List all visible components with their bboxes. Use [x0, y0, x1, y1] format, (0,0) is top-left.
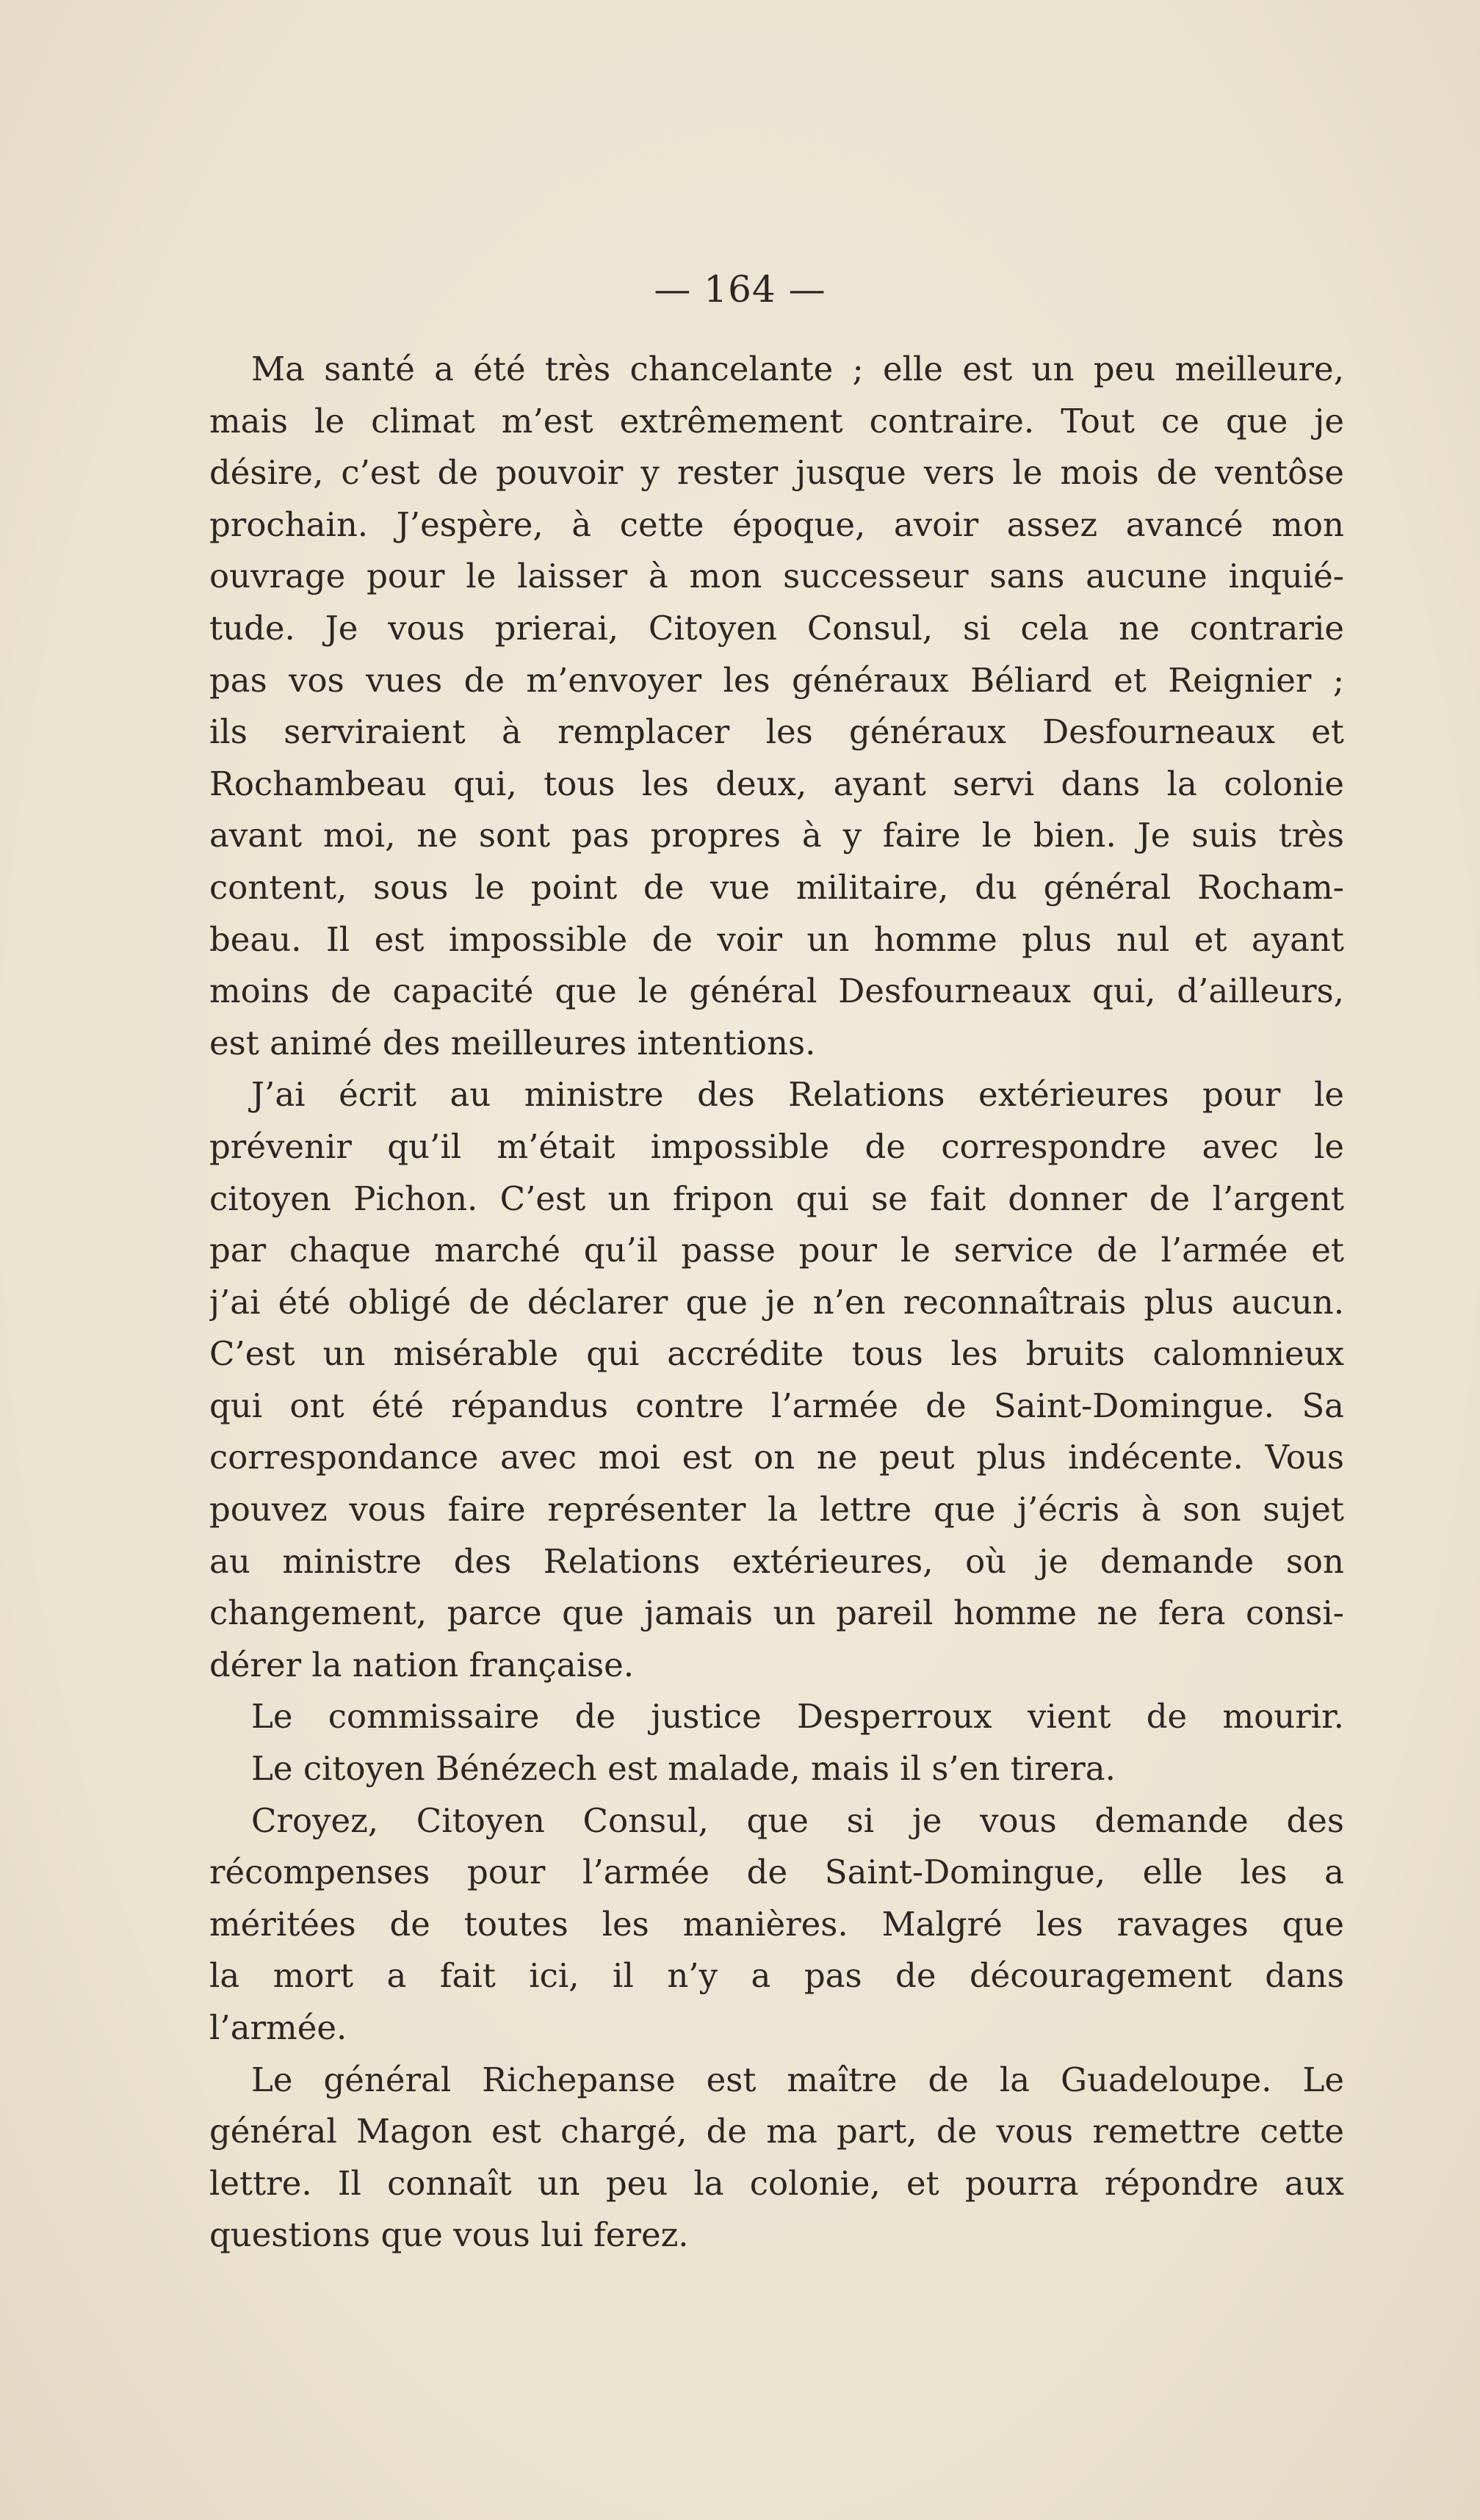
text-line: content, sous le point de vue militaire, du général Rocham- — [209, 867, 1344, 907]
text-line: correspondance avec moi est on ne peut plus indécente. Vous — [209, 1438, 1344, 1477]
text-line: moins de capacité que le général Desfourneaux qui, d’ailleurs, — [209, 971, 1344, 1011]
text-line: pouvez vous faire représenter la lettre que j’écris à son sujet — [209, 1490, 1344, 1529]
text-line: méritées de toutes les manières. Malgré les ravages que — [209, 1904, 1344, 1944]
text-line: beau. Il est impossible de voir un homme plus nul et ayant — [209, 919, 1344, 959]
text-line: lettre. Il connaît un peu la colonie, et pourra répondre aux — [209, 2163, 1344, 2203]
text-line: prochain. J’espère, à cette époque, avoir assez avancé mon — [209, 504, 1344, 544]
text-line: est animé des meilleures intentions. — [209, 1023, 816, 1062]
text-line: qui ont été répandus contre l’armée de Saint-Domingue. Sa — [209, 1386, 1344, 1425]
text-line: l’armée. — [209, 2008, 347, 2047]
text-line: ouvrage pour le laisser à mon successeur sans aucune inquié- — [209, 557, 1344, 596]
text-line: Croyez, Citoyen Consul, que si je vous demande des — [251, 1800, 1344, 1840]
text-line: par chaque marché qu’il passe pour le service de l’armée et — [209, 1231, 1344, 1270]
text-line: Rochambeau qui, tous les deux, ayant servi dans la colonie — [209, 764, 1344, 803]
text-line: j’ai été obligé de déclarer que je n’en reconnaîtrais plus aucun. — [209, 1282, 1344, 1322]
text-line: ils serviraient à remplacer les généraux Desfourneaux et — [209, 712, 1344, 752]
text-line: Le citoyen Bénézech est malade, mais il s’en tirera. — [251, 1749, 1116, 1789]
text-line: avant moi, ne sont pas propres à y faire le bien. Je suis très — [209, 816, 1344, 855]
text-line: prévenir qu’il m’était impossible de correspondre avec le — [209, 1126, 1344, 1166]
text-line: changement, parce que jamais un pareil homme ne fera consi- — [209, 1593, 1344, 1633]
text-line: tude. Je vous prierai, Citoyen Consul, si cela ne contrarie — [209, 608, 1344, 648]
text-line: dérer la nation française. — [209, 1645, 635, 1684]
text-line: C’est un misérable qui accrédite tous les bruits calomnieux — [209, 1334, 1344, 1374]
text-line: général Magon est chargé, de ma part, de vous remettre cette — [209, 2112, 1344, 2151]
page-number: — 164 — — [654, 268, 826, 311]
text-line: questions que vous lui ferez. — [209, 2215, 689, 2255]
text-line: au ministre des Relations extérieures, où je demande son — [209, 1541, 1344, 1581]
text-line: Le commissaire de justice Desperroux vient de mourir. — [251, 1697, 1344, 1737]
text-line: Ma santé a été très chancelante ; elle est un peu meilleure, — [251, 350, 1344, 388]
text-line: désire, c’est de pouvoir y rester jusque vers le mois de ventôse — [209, 453, 1344, 493]
text-line: pas vos vues de m’envoyer les généraux Béliard et Reignier ; — [209, 660, 1344, 700]
body-text — [209, 344, 1344, 2262]
text-line: la mort a fait ici, il n’y a pas de découragement dans — [209, 1956, 1344, 1996]
text-line: Le général Richepanse est maître de la Guadeloupe. Le — [251, 2060, 1344, 2099]
text-line: J’ai écrit au ministre des Relations extérieures pour le — [251, 1075, 1344, 1115]
text-line: mais le climat m’est extrêmement contraire. Tout ce que je — [209, 401, 1344, 441]
text-line: citoyen Pichon. C’est un fripon qui se fait donner de l’argent — [209, 1178, 1344, 1218]
text-line: récompenses pour l’armée de Saint-Domingue, elle les a — [209, 1853, 1344, 1892]
